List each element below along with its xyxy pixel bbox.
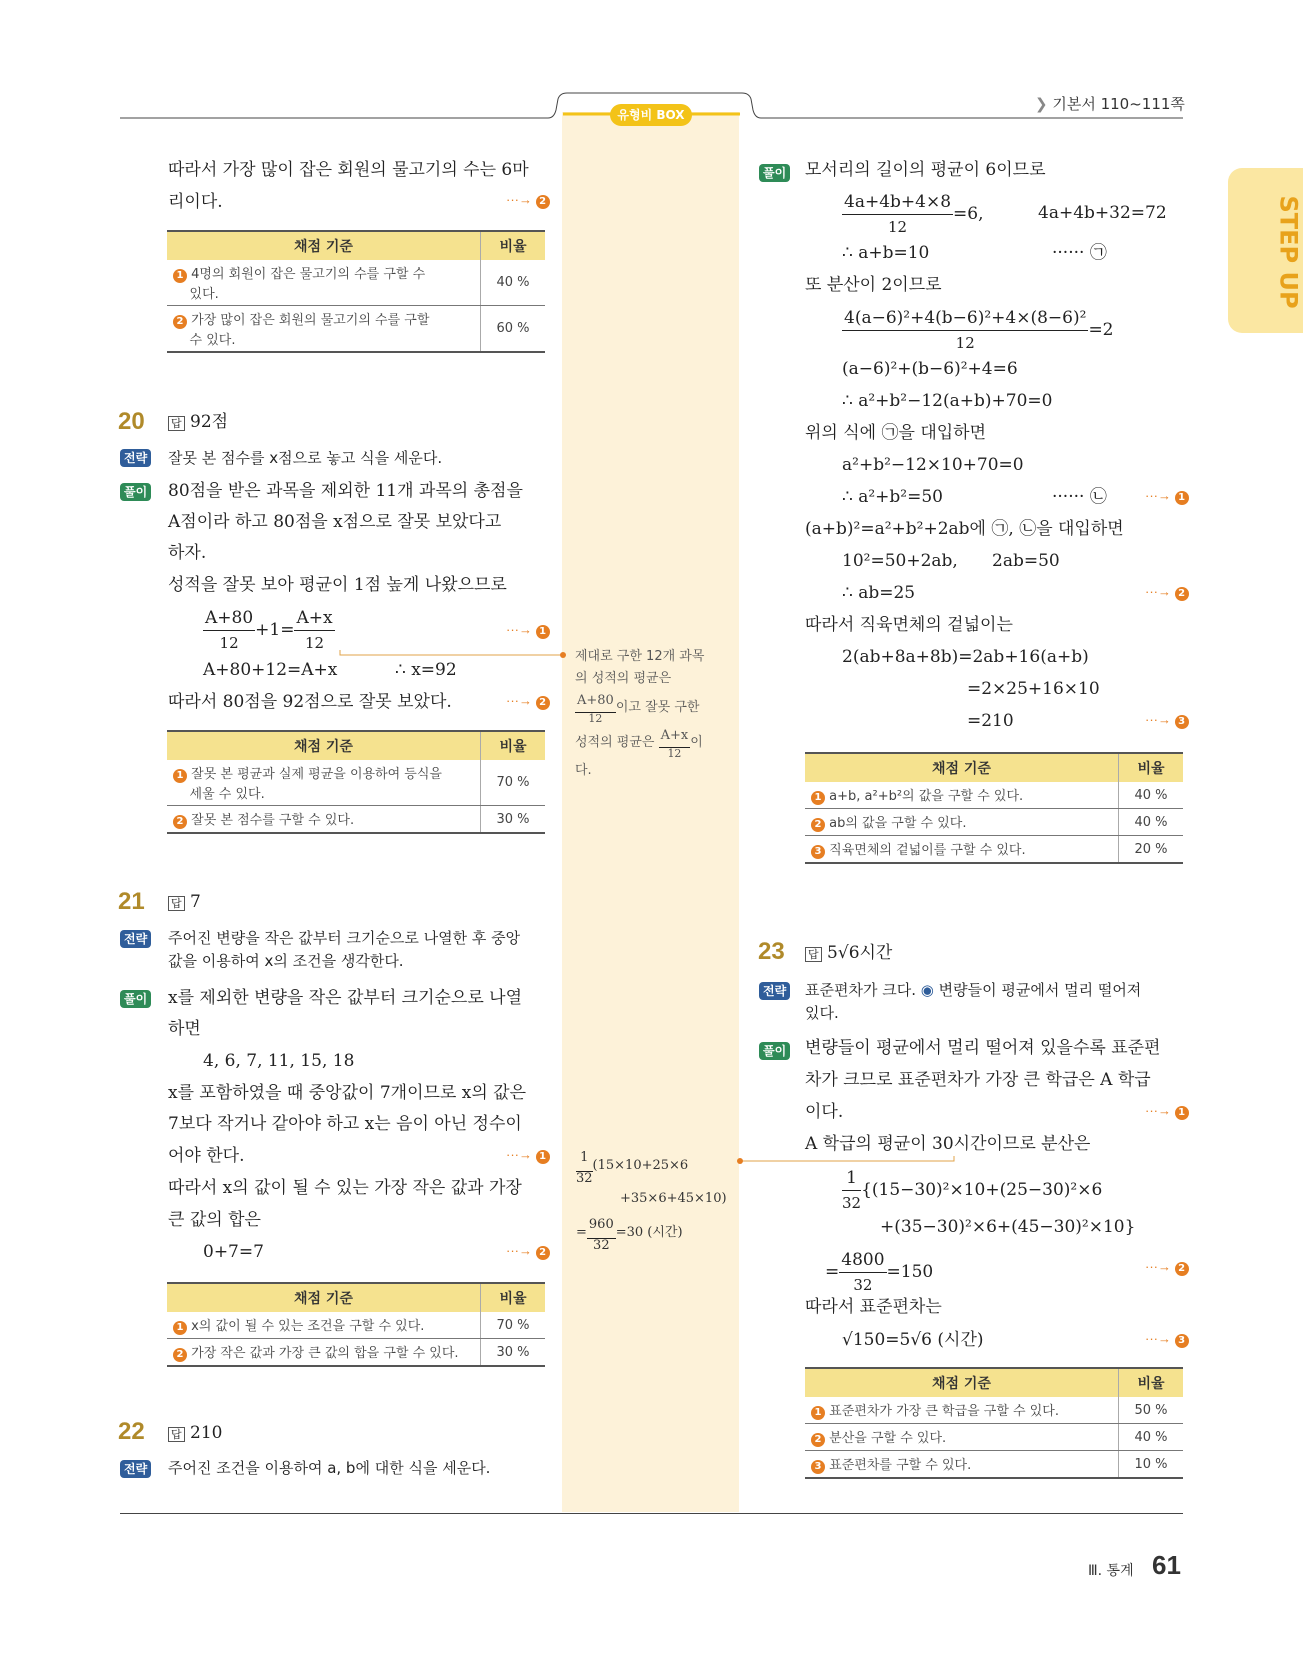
col-ratio: 비율 bbox=[481, 231, 546, 260]
criteria-table-23: 채점 기준 비율 1 표준편차가 가장 큰 학급을 구할 수 있다. 50 % 2 분산을 구할 수 있다. 40 % 3 표준편차를 구할 수 있다. 10 % bbox=[805, 1367, 1183, 1479]
intro-line-1: 따라서 가장 많이 잡은 회원의 물고기의 수는 6마 bbox=[168, 160, 529, 180]
step-marker-3: ···→ 3 bbox=[1145, 1331, 1189, 1348]
criteria-table-20: 채점 기준 비율 1 잘못 본 평균과 실제 평균을 이용하여 등식을 세울 수 있다. 70 % 2 잘못 본 점수를 구할 수 있다. 30 % bbox=[167, 730, 545, 834]
solution-line: 4, 6, 7, 11, 15, 18 bbox=[203, 1051, 355, 1071]
step-marker-1: ···→ 1 bbox=[1145, 488, 1189, 505]
answer-icon: 답 bbox=[805, 947, 822, 962]
solution-line: 하자. bbox=[168, 543, 207, 563]
step-marker-2: ···→ 2 bbox=[506, 192, 550, 209]
strategy-badge: 전략 bbox=[120, 447, 151, 467]
solution-badge: 풀이 bbox=[120, 481, 151, 501]
equation: = $\frac{4800}{32}$ =150 bbox=[825, 1250, 934, 1294]
problem-number: 23 bbox=[758, 938, 785, 965]
side-note-2: $\frac{1}{32}$ (15×10+25×6 +35×6+45×10) = $\frac{960}{32}$ =30 (시간) bbox=[576, 1145, 736, 1253]
solution-badge: 풀이 bbox=[120, 988, 151, 1008]
equation: 10²=50+2ab, bbox=[842, 551, 958, 571]
equation-2: A+80+12=A+x bbox=[203, 660, 338, 680]
equation: $\frac{\text{4(a−6)²+4(b−6)²+4×(8−6)²}}{12}$ =2 bbox=[844, 308, 1114, 352]
solution-line: 따라서 직육면체의 겉넓이는 bbox=[805, 615, 1013, 635]
solution-line: 차가 크므로 표준편차가 가장 큰 학급은 A 학급 bbox=[805, 1070, 1151, 1090]
footer-rule bbox=[120, 1513, 1183, 1514]
solution-line: A 학급의 평균이 30시간이므로 분산은 bbox=[805, 1134, 1091, 1154]
solution-line: 모서리의 길이의 평균이 6이므로 bbox=[805, 160, 1046, 180]
equation-1: $\frac{A+80}{12}$ +1= $\frac{A+x}{12}$ bbox=[205, 608, 333, 652]
equation: ∴ ab=25 bbox=[842, 583, 916, 603]
step-marker-1: ···→ 1 bbox=[506, 622, 550, 639]
col-criteria: 채점 기준 bbox=[167, 231, 481, 260]
box-label-text: 유형비 BOX bbox=[617, 108, 685, 122]
solution-line: 큰 값의 합은 bbox=[168, 1210, 261, 1230]
solution-line: 성적을 잘못 보아 평균이 1점 높게 나왔으므로 bbox=[168, 575, 507, 595]
equation: ∴ a+b=10 bbox=[842, 243, 930, 263]
equation: =2×25+16×10 bbox=[967, 679, 1100, 699]
answer: 답 92점 bbox=[168, 410, 228, 436]
criteria-table-22: 채점 기준 비율 1 a+b, a²+b²의 값을 구할 수 있다. 40 % 2 ab의 값을 구할 수 있다. 40 % 3 직육면체의 겉넓이를 구할 수 있다. 20 % bbox=[805, 752, 1183, 864]
table-row: 2 잘못 본 점수를 구할 수 있다. 30 % bbox=[167, 806, 545, 834]
footer-section: Ⅲ. 통계 bbox=[1088, 1563, 1134, 1579]
solution-line: 어야 한다. bbox=[168, 1146, 245, 1166]
solution-badge: 풀이 bbox=[759, 1040, 790, 1060]
solution-line: 또 분산이 2이므로 bbox=[805, 275, 942, 295]
page-number: 61 bbox=[1152, 1550, 1181, 1580]
equation: √150=5√6 (시간) bbox=[842, 1330, 984, 1350]
equation: 4a+4b+32=72 bbox=[1038, 203, 1167, 223]
table-row: 1 표준편차가 가장 큰 학급을 구할 수 있다. 50 % bbox=[805, 1397, 1183, 1424]
strategy-text: 값을 이용하여 x의 조건을 생각한다. bbox=[168, 952, 404, 970]
problem-number: 20 bbox=[118, 408, 145, 435]
solution-line: x를 포함하였을 때 중앙값이 7개이므로 x의 값은 bbox=[168, 1083, 527, 1103]
strategy-text: 표준편차가 크다. ◉ 변량들이 평균에서 멀리 떨어져 bbox=[805, 981, 1142, 999]
equation: +(35−30)²×6+(45−30)²×10} bbox=[880, 1217, 1136, 1237]
step-marker-2: ···→ 2 bbox=[1145, 1259, 1189, 1276]
solution-line: x를 제외한 변량을 작은 값부터 크기순으로 나열 bbox=[168, 988, 523, 1008]
strategy-text: 있다. bbox=[805, 1004, 839, 1022]
strategy-text: 주어진 변량을 작은 값부터 크기순으로 나열한 후 중앙 bbox=[168, 929, 521, 947]
table-row: 1 4명의 회원이 잡은 물고기의 수를 구할 수 있다. 40 % bbox=[167, 260, 545, 306]
solution-line: 이다. bbox=[805, 1102, 844, 1122]
equation: (a−6)²+(b−6)²+4=6 bbox=[842, 359, 1018, 379]
solution-badge: 풀이 bbox=[759, 162, 790, 182]
solution-line: (a+b)²=a²+b²+2ab에 ㉠, ㉡을 대입하면 bbox=[805, 519, 1124, 539]
equation: ∴ a²+b²−12(a+b)+70=0 bbox=[842, 391, 1053, 411]
solution-line: 따라서 x의 값이 될 수 있는 가장 작은 값과 가장 bbox=[168, 1178, 522, 1198]
equation: 2(ab+8a+8b)=2ab+16(a+b) bbox=[842, 647, 1089, 667]
step-up-label: STEP UP bbox=[1274, 195, 1303, 309]
answer-icon: 답 bbox=[168, 896, 185, 911]
equation-2-result: ∴ x=92 bbox=[395, 660, 457, 680]
step-marker-3: ···→ 3 bbox=[1145, 712, 1189, 729]
equation-mark: ······ ㉠ bbox=[1052, 243, 1107, 263]
problem-number: 22 bbox=[118, 1418, 145, 1445]
solution-line: A점이라 하고 80점을 x점으로 잘못 보았다고 bbox=[168, 512, 502, 532]
solution-line: 하면 bbox=[168, 1019, 201, 1039]
answer-icon: 답 bbox=[168, 1427, 185, 1442]
table-row: 1 x의 값이 될 수 있는 조건을 구할 수 있다. 70 % bbox=[167, 1312, 545, 1339]
solution-line: 80점을 받은 과목을 제외한 11개 과목의 총점을 bbox=[168, 481, 523, 501]
strategy-text: 잘못 본 점수를 x점으로 놓고 식을 세운다. bbox=[168, 449, 443, 467]
circle-arrow-icon: ◉ bbox=[920, 981, 934, 999]
strategy-badge: 전략 bbox=[120, 928, 151, 948]
step-marker-2: ···→ 2 bbox=[506, 1243, 550, 1260]
intro-line-2: 리이다. bbox=[168, 192, 223, 212]
strategy-text: 주어진 조건을 이용하여 a, b에 대한 식을 세운다. bbox=[168, 1459, 491, 1477]
table-row: 3 표준편차를 구할 수 있다. 10 % bbox=[805, 1451, 1183, 1479]
equation: a²+b²−12×10+70=0 bbox=[842, 455, 1024, 475]
table-row: 2 가장 많이 잡은 회원의 물고기의 수를 구할 수 있다. 60 % bbox=[167, 306, 545, 353]
solution-line: 따라서 표준편차는 bbox=[805, 1297, 942, 1317]
problem-number: 21 bbox=[118, 888, 145, 915]
step-marker-2: ···→ 2 bbox=[1145, 584, 1189, 601]
reference-text: 기본서 110~111쪽 bbox=[1052, 95, 1185, 113]
solution-line: 따라서 80점을 92점으로 잘못 보았다. bbox=[168, 692, 452, 712]
answer-icon: 답 bbox=[168, 416, 185, 431]
table-row: 3 직육면체의 겉넓이를 구할 수 있다. 20 % bbox=[805, 836, 1183, 864]
table-row: 1 a+b, a²+b²의 값을 구할 수 있다. 40 % bbox=[805, 782, 1183, 809]
side-note-1: 제대로 구한 12개 과목 의 성적의 평균은 $\frac{A+80}{12}$ 이고 잘못 구한 성적의 평균은 $\frac{A+x}{12}$ 이 다. bbox=[575, 649, 705, 778]
table-row: 2 가장 작은 값과 가장 큰 값의 합을 구할 수 있다. 30 % bbox=[167, 1339, 545, 1367]
step-marker-1: ···→ 1 bbox=[1145, 1103, 1189, 1120]
equation: 2ab=50 bbox=[992, 551, 1060, 571]
answer: 답 210 bbox=[168, 1421, 223, 1447]
step-marker-2: ···→ 2 bbox=[506, 693, 550, 710]
table-row: 2 ab의 값을 구할 수 있다. 40 % bbox=[805, 809, 1183, 836]
equation: $\frac{1}{32}$ {(15−30)²×10+(25−30)²×6 bbox=[842, 1168, 1103, 1212]
strategy-badge: 전략 bbox=[759, 980, 790, 1000]
solution-line: 7보다 작거나 같아야 하고 x는 음이 아닌 정수이 bbox=[168, 1114, 522, 1134]
equation: $\frac{4a+4b+4\times 8}{12}$ =6, bbox=[844, 192, 984, 236]
strategy-badge: 전략 bbox=[120, 1458, 151, 1478]
solution-line: 0+7=7 bbox=[203, 1242, 264, 1262]
table-row: 1 잘못 본 평균과 실제 평균을 이용하여 등식을 세울 수 있다. 70 % bbox=[167, 760, 545, 806]
answer: 답 5√6시간 bbox=[805, 941, 892, 967]
equation-mark: ······ ㉡ bbox=[1052, 487, 1107, 507]
chevron-right-icon: ❯ bbox=[1035, 95, 1048, 113]
criteria-table-21: 채점 기준 비율 1 x의 값이 될 수 있는 조건을 구할 수 있다. 70 % 2 가장 작은 값과 가장 큰 값의 합을 구할 수 있다. 30 % bbox=[167, 1282, 545, 1367]
table-row: 2 분산을 구할 수 있다. 40 % bbox=[805, 1424, 1183, 1451]
solution-line: 위의 식에 ㉠을 대입하면 bbox=[805, 423, 987, 443]
answer: 답 7 bbox=[168, 890, 201, 916]
step-marker-1: ···→ 1 bbox=[506, 1147, 550, 1164]
solution-line: 변량들이 평균에서 멀리 떨어져 있을수록 표준편 bbox=[805, 1038, 1161, 1058]
equation: =210 bbox=[967, 711, 1014, 731]
equation: ∴ a²+b²=50 bbox=[842, 487, 943, 507]
